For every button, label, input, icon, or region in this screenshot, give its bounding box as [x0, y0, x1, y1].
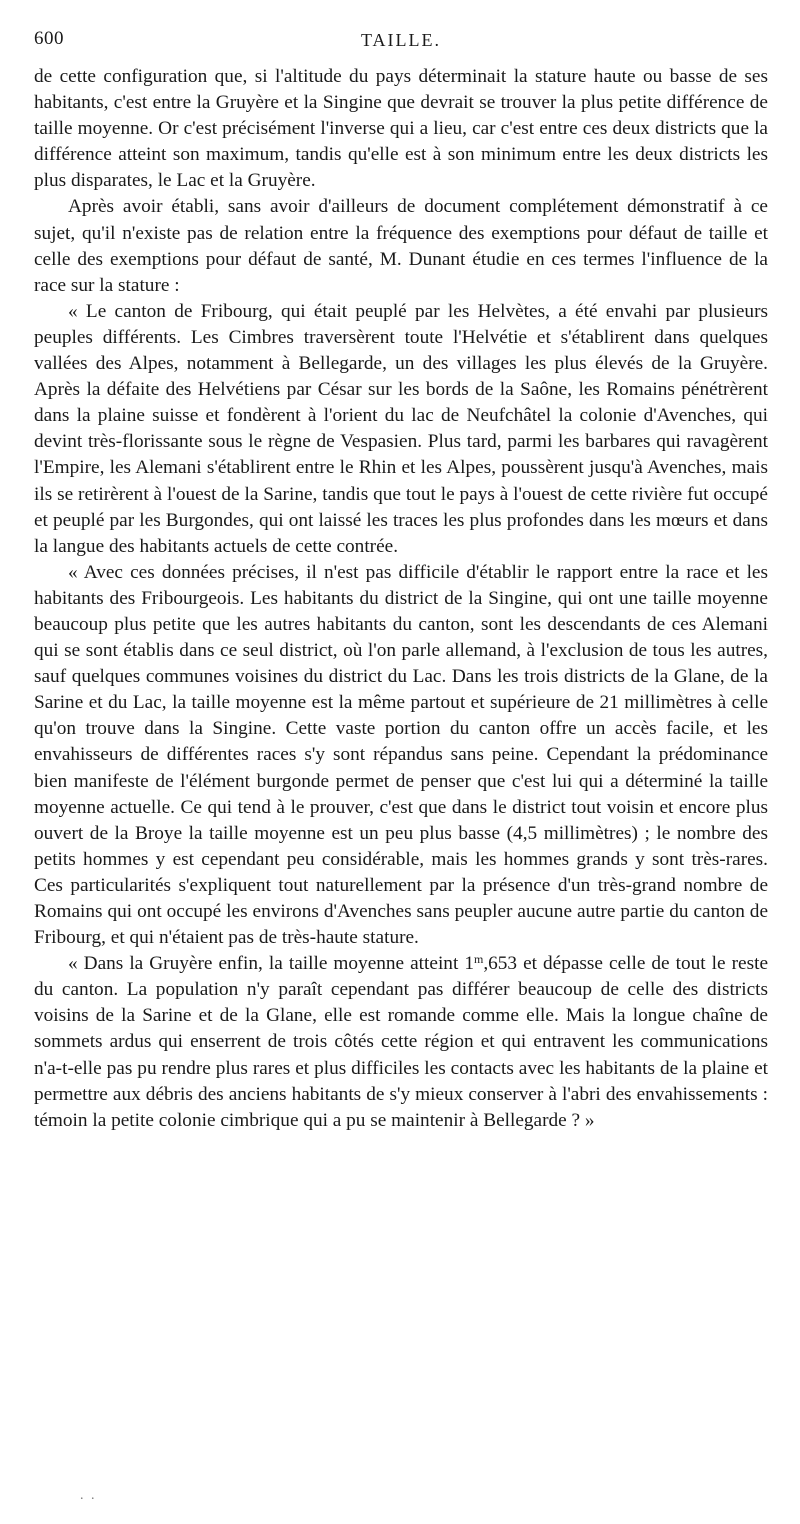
running-head — [34, 28, 768, 58]
running-title: TAILLE. — [360, 30, 442, 50]
paragraph-5-text-start: « Dans la Gruyère enfin, la taille moyenne atteint 1 — [68, 953, 474, 975]
meter-superscript: m — [473, 952, 484, 967]
footer-mark: . . — [80, 1488, 97, 1503]
body-text — [34, 64, 768, 1134]
paragraph-2: Après avoir établi, sans avoir d'ailleurs de document complétement démonstratif à ce sujet, qu'il n'existe pas de relation entre la fréquence des exemptions pour défaut de taille et celle des exemptions pour défaut de santé, M. Dunant étudie en ces termes l'influence de la race sur la stature : — [34, 196, 768, 296]
paragraph-1: de cette configuration que, si l'altitude du pays déterminait la stature haute ou basse de ses habitants, c'est entre la Gruyère et la Singine que devrait se trouver la plus petite différence de taille moyenne. Or c'est précisément l'inverse qui a lieu, car c'est entre ces deux districts que la différence atteint son maximum, tandis qu'elle est à son minimum entre les deux districts les plus disparates, le Lac et la Gruyère. — [34, 66, 768, 192]
paragraph-4-quote-race-and-stature: « Avec ces données précises, il n'est pas difficile d'établir le rapport entre la race et les habitants des Fribourgeois. Les habitants du district de la Singine, qui ont une taille moyenne beaucoup plus petite que les autres habitants du canton, sont les descendants de ces Alemani qui se sont établis dans ce seul district, où l'on parle allemand, à l'exclusion de tous les autres, sauf quelques communes voisines du district du Lac. Dans les trois districts de la Glane, de la Sarine et du Lac, la taille moyenne est la même partout et supérieure de 21 millimètres à celle qu'on trouve dans la Singine. Cette vaste portion du canton offre un accès facile, et les envahisseurs de différentes races s'y sont répandus sans peine. Cependant la prédominance bien manifeste de l'élément burgonde permet de penser que c'est lui qui a déterminé la taille moyenne actuelle. Ce qui tend à le prouver, c'est que dans le district tout voisin et encore plus ouvert de la Broye la taille moyenne est un peu plus basse (4,5 millimètres) ; le nombre des petits hommes y est cependant peu considérable, mais les hommes grands y sont très-rares. Ces particularités s'expliquent tout naturellement par la présence d'un très-grand nombre de Romains qui ont occupé les environs d'Avenches sans peupler aucune autre partie du canton de Fribourg, et qui n'étaient pas de très-haute stature. — [34, 561, 768, 949]
book-page — [34, 28, 768, 1134]
page-number: 600 — [34, 28, 64, 49]
paragraph-5-quote-gruyere — [34, 951, 768, 1134]
paragraph-5-text-end: ,653 et dépasse celle de tout le reste du canton. La population n'y paraît cependant pas différer beaucoup de celle des districts voisins de la Sarine et de la Glane, elle est romande comme elle. Mais la longue chaîne de sommets ardus qui enserrent de trois côtés cette région et qui entravent les communications n'a-t-elle pas pu rendre plus rares et plus difficiles les contacts avec les habitants de la plaine et permettre aux débris des anciens habitants de s'y mieux conserver à l'abri des envahissements : témoin la petite colonie cimbrique qui a pu se maintenir à Bellegarde ? » — [34, 953, 768, 1131]
paragraph-3-quote-fribourg-history: « Le canton de Fribourg, qui était peuplé par les Helvètes, a été envahi par plusieurs peuples différents. Les Cimbres traversèrent toute l'Helvétie et s'établirent dans quelques vallées des Alpes, notamment à Bellegarde, un des villages les plus élevés de la Gruyère. Après la défaite des Helvétiens par César sur les bords de la Saône, les Romains pénétrèrent dans la plaine suisse et fondèrent à l'orient du lac de Neufchâtel la colonie d'Avenches, qui devint très-florissante sous le règne de Vespasien. Plus tard, parmi les barbares qui ravagèrent l'Empire, les Alemani s'établirent entre le Rhin et les Alpes, poussèrent jusqu'à Avenches, mais ils se retirèrent à l'ouest de la Sarine, tandis que tout le pays à l'ouest de cette rivière fut occupé et peuplé par les Burgondes, qui ont laissé les traces les plus profondes dans les mœurs et dans la langue des habitants actuels de cette contrée. — [34, 300, 768, 557]
